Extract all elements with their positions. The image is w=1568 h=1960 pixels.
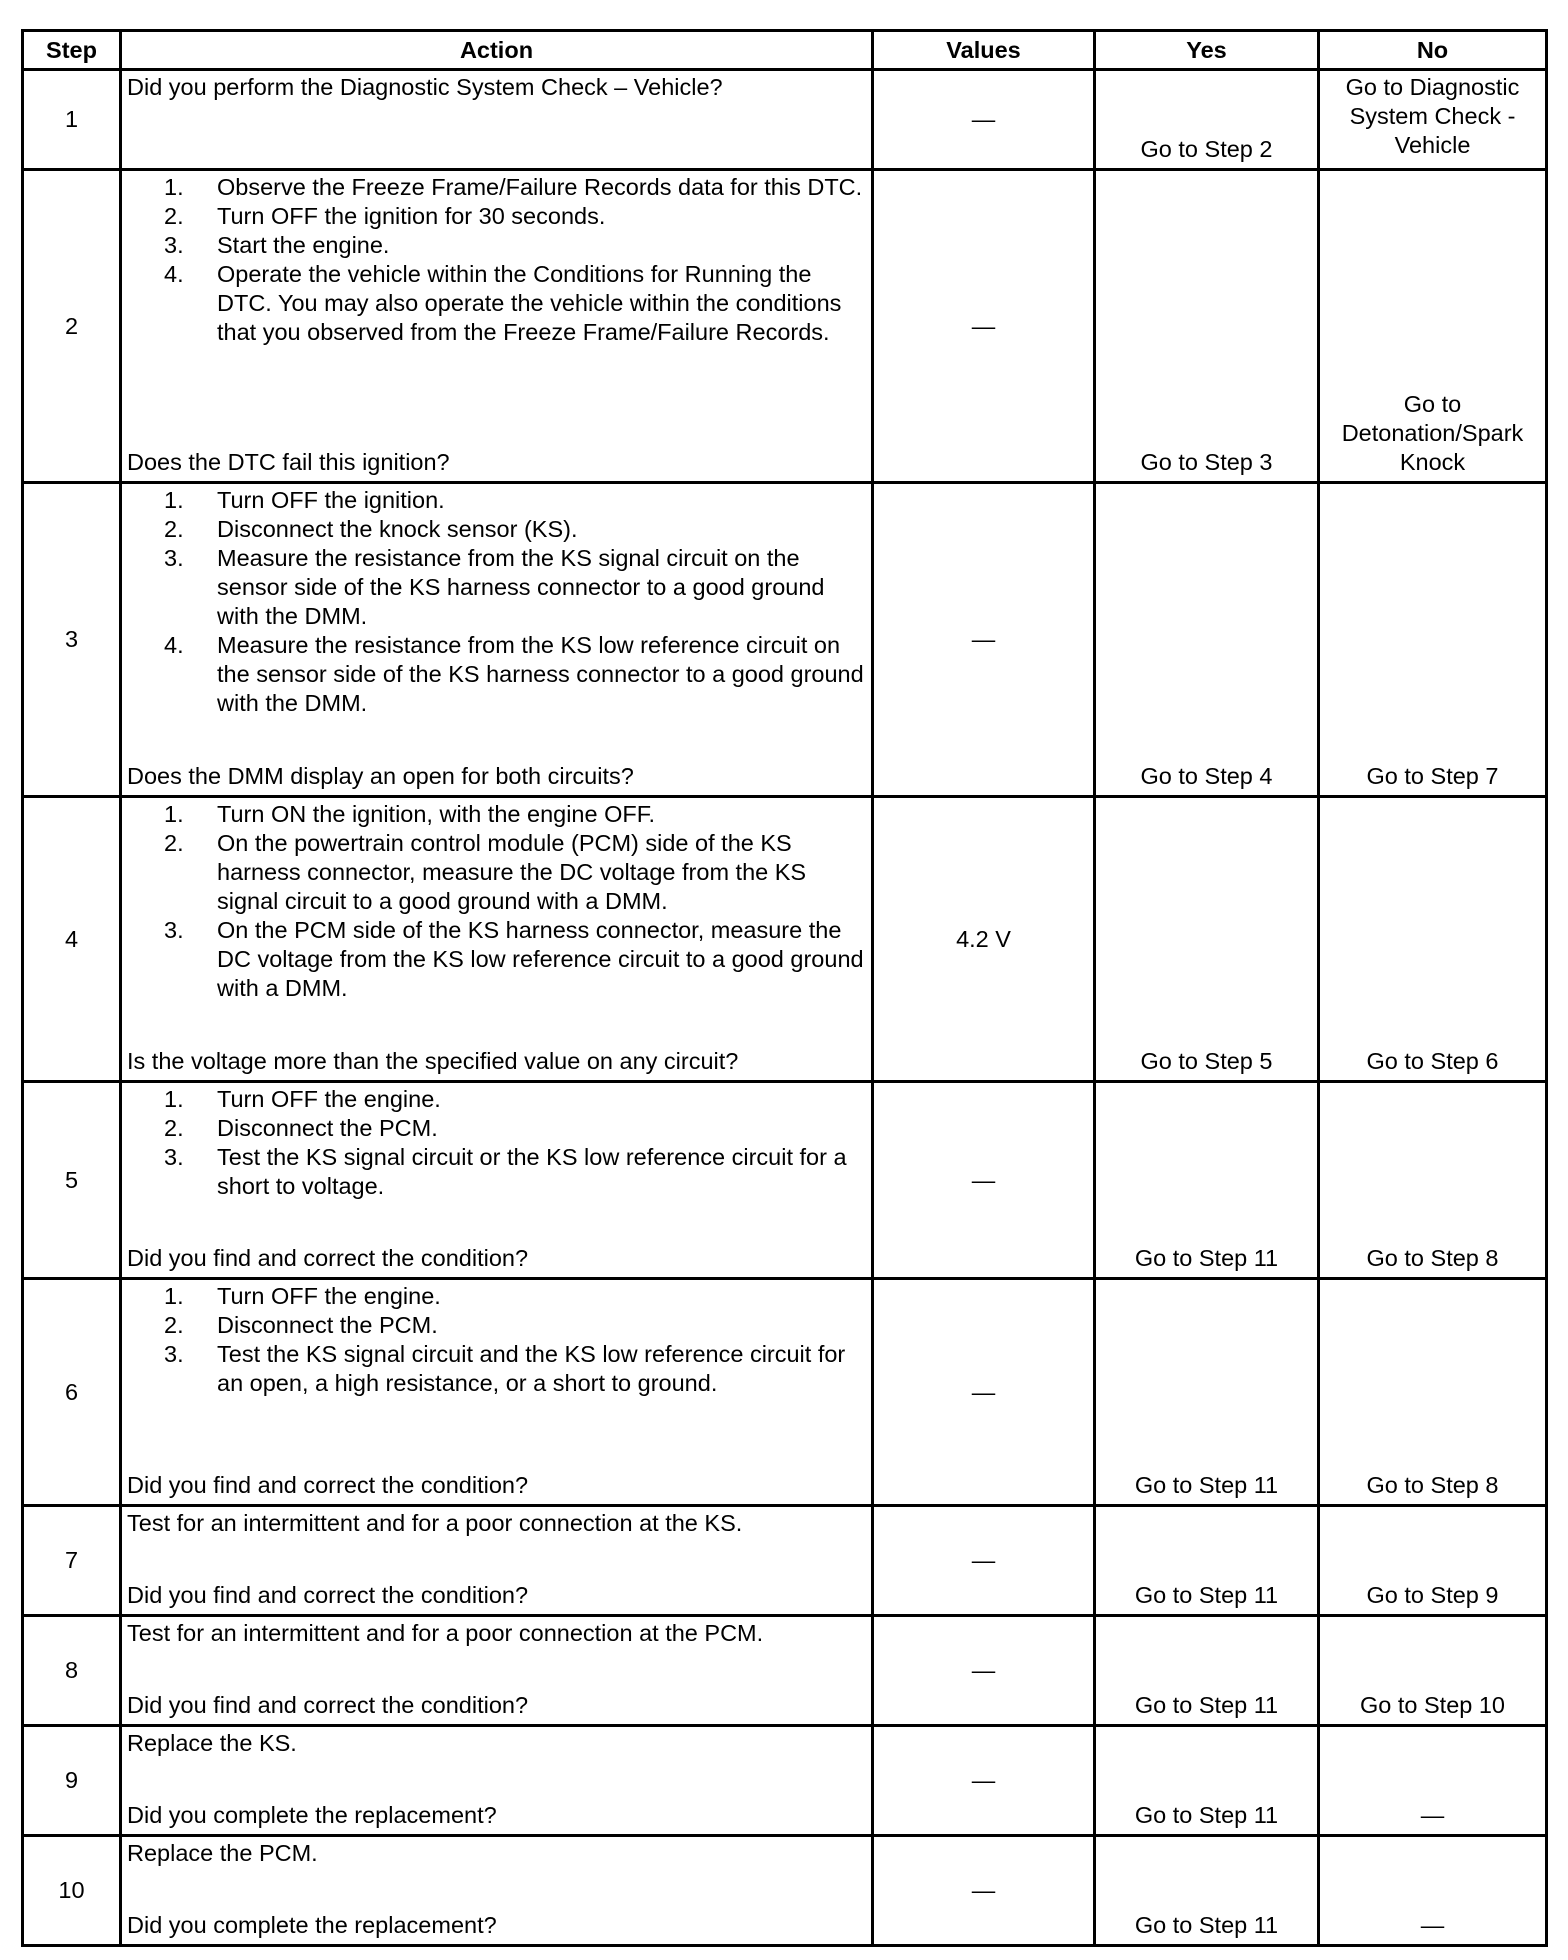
action-question: Did you find and correct the condition? xyxy=(127,1692,529,1718)
action-step-text: Observe the Freeze Frame/Failure Records data for this DTC. xyxy=(217,174,863,200)
step-number: 10 xyxy=(23,1836,121,1946)
action-cell xyxy=(121,797,873,1082)
table-row xyxy=(23,1506,1547,1616)
table-row xyxy=(23,797,1547,1082)
action-content xyxy=(122,1280,871,1504)
value-cell: — xyxy=(873,483,1095,797)
diagnostic-table xyxy=(21,29,1548,1947)
action-step-item xyxy=(127,800,866,829)
value-cell: — xyxy=(873,1616,1095,1726)
header-yes: Yes xyxy=(1095,31,1319,70)
no-cell: Go to Diagnostic System Check - Vehicle xyxy=(1319,70,1547,170)
value-cell: — xyxy=(873,1726,1095,1836)
action-step-text: Turn OFF the ignition for 30 seconds. xyxy=(217,203,606,229)
action-cell xyxy=(121,1726,873,1836)
action-content xyxy=(122,1083,871,1277)
action-step-number: 1. xyxy=(164,801,184,827)
action-step-item xyxy=(127,1282,866,1311)
step-number: 5 xyxy=(23,1082,121,1279)
yes-cell: Go to Step 4 xyxy=(1095,483,1319,797)
table-row xyxy=(23,1082,1547,1279)
action-step-text: Test the KS signal circuit or the KS low reference circuit for a short to voltage. xyxy=(217,1144,847,1199)
step-number: 4 xyxy=(23,797,121,1082)
action-cell xyxy=(121,1279,873,1506)
table-row xyxy=(23,70,1547,170)
action-steps-list xyxy=(127,800,866,1003)
header-values: Values xyxy=(873,31,1095,70)
action-step-number: 2. xyxy=(164,830,184,856)
action-content xyxy=(122,1617,871,1724)
action-steps-list xyxy=(127,173,866,347)
action-text: Test for an intermittent and for a poor connection at the KS. xyxy=(127,1510,743,1536)
action-content xyxy=(122,484,871,795)
action-content xyxy=(122,1727,871,1834)
action-step-item xyxy=(127,1143,866,1201)
action-step-number: 1. xyxy=(164,487,184,513)
action-question: Did you complete the replacement? xyxy=(127,1802,497,1828)
action-step-text: Turn OFF the engine. xyxy=(217,1086,441,1112)
yes-cell: Go to Step 11 xyxy=(1095,1506,1319,1616)
action-step-text: Measure the resistance from the KS low reference circuit on the sensor side of the KS harness connector to a good ground with the DMM. xyxy=(217,632,864,716)
table-row xyxy=(23,170,1547,483)
action-text: Did you perform the Diagnostic System Check – Vehicle? xyxy=(127,74,723,100)
no-cell: Go to Step 7 xyxy=(1319,483,1547,797)
no-cell: Go to Step 9 xyxy=(1319,1506,1547,1616)
action-step-number: 2. xyxy=(164,203,184,229)
action-step-text: On the PCM side of the KS harness connector, measure the DC voltage from the KS low reference circuit to a good ground with a DMM. xyxy=(217,917,864,1001)
yes-cell: Go to Step 11 xyxy=(1095,1726,1319,1836)
action-question: Did you complete the replacement? xyxy=(127,1912,497,1938)
action-cell xyxy=(121,483,873,797)
action-step-item xyxy=(127,916,866,1003)
action-question: Does the DTC fail this ignition? xyxy=(127,449,450,475)
action-step-item xyxy=(127,631,866,718)
action-step-item xyxy=(127,173,866,202)
action-step-number: 1. xyxy=(164,174,184,200)
action-step-item xyxy=(127,829,866,916)
yes-cell: Go to Step 11 xyxy=(1095,1279,1319,1506)
action-step-item xyxy=(127,202,866,231)
action-step-number: 3. xyxy=(164,1341,184,1367)
no-cell: Go to Step 6 xyxy=(1319,797,1547,1082)
action-step-item xyxy=(127,1085,866,1114)
action-step-number: 2. xyxy=(164,1115,184,1141)
action-step-number: 2. xyxy=(164,516,184,542)
no-cell: Go to Step 8 xyxy=(1319,1082,1547,1279)
action-step-number: 3. xyxy=(164,545,184,571)
action-step-text: Disconnect the PCM. xyxy=(217,1312,438,1338)
value-cell: — xyxy=(873,1082,1095,1279)
action-text: Test for an intermittent and for a poor connection at the PCM. xyxy=(127,1620,764,1646)
header-row xyxy=(23,31,1547,70)
step-number: 2 xyxy=(23,170,121,483)
action-cell xyxy=(121,1836,873,1946)
table-row xyxy=(23,1726,1547,1836)
action-step-number: 3. xyxy=(164,232,184,258)
step-number: 6 xyxy=(23,1279,121,1506)
action-content xyxy=(122,171,871,481)
action-content xyxy=(122,71,871,168)
action-cell xyxy=(121,170,873,483)
yes-cell: Go to Step 11 xyxy=(1095,1616,1319,1726)
value-cell: — xyxy=(873,1506,1095,1616)
action-step-item xyxy=(127,515,866,544)
header-step: Step xyxy=(23,31,121,70)
action-step-number: 1. xyxy=(164,1086,184,1112)
action-steps-list xyxy=(127,1282,866,1398)
action-question: Did you find and correct the condition? xyxy=(127,1245,529,1271)
action-text: Replace the PCM. xyxy=(127,1840,318,1866)
action-step-item xyxy=(127,544,866,631)
no-cell: — xyxy=(1319,1836,1547,1946)
value-cell: — xyxy=(873,1836,1095,1946)
action-step-number: 3. xyxy=(164,1144,184,1170)
yes-cell: Go to Step 11 xyxy=(1095,1836,1319,1946)
no-cell: Go to Detonation/Spark Knock xyxy=(1319,170,1547,483)
action-step-number: 3. xyxy=(164,917,184,943)
action-step-item xyxy=(127,260,866,347)
action-text: Replace the KS. xyxy=(127,1730,297,1756)
action-step-number: 4. xyxy=(164,261,184,287)
action-step-text: Operate the vehicle within the Conditions for Running the DTC. You may also operate the vehicle within the conditions that you observed from the Freeze Frame/Failure Records. xyxy=(217,261,842,345)
action-content xyxy=(122,1507,871,1614)
action-step-number: 2. xyxy=(164,1312,184,1338)
action-step-text: Turn OFF the ignition. xyxy=(217,487,445,513)
step-number: 7 xyxy=(23,1506,121,1616)
action-content xyxy=(122,1837,871,1944)
value-cell: — xyxy=(873,170,1095,483)
step-number: 8 xyxy=(23,1616,121,1726)
action-step-text: On the powertrain control module (PCM) side of the KS harness connector, measure the DC voltage from the KS signal circuit to a good ground with a DMM. xyxy=(217,830,807,914)
action-step-text: Turn ON the ignition, with the engine OFF. xyxy=(217,801,656,827)
action-step-item xyxy=(127,1114,866,1143)
action-cell xyxy=(121,1616,873,1726)
yes-cell: Go to Step 5 xyxy=(1095,797,1319,1082)
action-step-text: Disconnect the PCM. xyxy=(217,1115,438,1141)
action-step-text: Test the KS signal circuit and the KS low reference circuit for an open, a high resistance, or a short to ground. xyxy=(217,1341,846,1396)
action-step-item xyxy=(127,1340,866,1398)
action-question: Is the voltage more than the specified value on any circuit? xyxy=(127,1048,739,1074)
action-step-text: Turn OFF the engine. xyxy=(217,1283,441,1309)
action-step-number: 1. xyxy=(164,1283,184,1309)
action-step-item xyxy=(127,231,866,260)
yes-cell: Go to Step 11 xyxy=(1095,1082,1319,1279)
action-step-text: Disconnect the knock sensor (KS). xyxy=(217,516,578,542)
action-step-item xyxy=(127,486,866,515)
value-cell: — xyxy=(873,70,1095,170)
action-cell xyxy=(121,70,873,170)
step-number: 3 xyxy=(23,483,121,797)
step-number: 9 xyxy=(23,1726,121,1836)
action-step-number: 4. xyxy=(164,632,184,658)
table-row xyxy=(23,1836,1547,1946)
table-row xyxy=(23,483,1547,797)
table-row xyxy=(23,1279,1547,1506)
action-content xyxy=(122,798,871,1080)
action-steps-list xyxy=(127,486,866,718)
no-cell: Go to Step 8 xyxy=(1319,1279,1547,1506)
no-cell: — xyxy=(1319,1726,1547,1836)
value-cell: — xyxy=(873,1279,1095,1506)
action-cell xyxy=(121,1506,873,1616)
action-steps-list xyxy=(127,1085,866,1201)
header-no: No xyxy=(1319,31,1547,70)
step-number: 1 xyxy=(23,70,121,170)
action-step-text: Measure the resistance from the KS signal circuit on the sensor side of the KS harness connector to a good ground with the DMM. xyxy=(217,545,825,629)
header-action: Action xyxy=(121,31,873,70)
action-step-item xyxy=(127,1311,866,1340)
action-cell xyxy=(121,1082,873,1279)
value-cell: 4.2 V xyxy=(873,797,1095,1082)
yes-cell: Go to Step 2 xyxy=(1095,70,1319,170)
action-question: Did you find and correct the condition? xyxy=(127,1582,529,1608)
action-question: Did you find and correct the condition? xyxy=(127,1472,529,1498)
action-question: Does the DMM display an open for both circuits? xyxy=(127,763,634,789)
action-step-text: Start the engine. xyxy=(217,232,390,258)
no-cell: Go to Step 10 xyxy=(1319,1616,1547,1726)
table-row xyxy=(23,1616,1547,1726)
yes-cell: Go to Step 3 xyxy=(1095,170,1319,483)
